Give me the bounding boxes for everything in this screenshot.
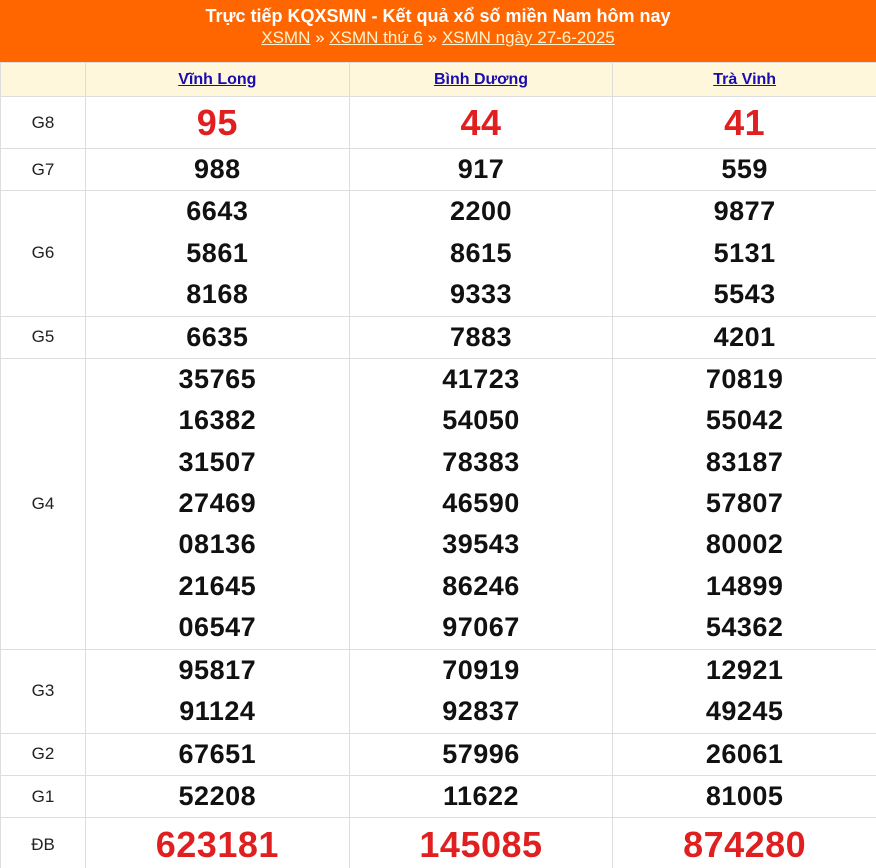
prize-cell — [349, 775, 613, 817]
prize-label: G6 — [1, 191, 86, 316]
prize-cell — [613, 733, 876, 775]
prize-number: 11622 — [442, 780, 520, 811]
breadcrumb-link-xsmn-date[interactable]: XSMN ngày 27-6-2025 — [441, 28, 615, 47]
prize-cell — [613, 97, 876, 149]
prize-number: 2200 — [449, 196, 513, 227]
prize-number: 9877 — [713, 196, 776, 227]
page-title: Trực tiếp KQXSMN - Kết quả xổ số miền Nam hôm nay — [205, 6, 671, 26]
prize-cell — [613, 316, 876, 358]
prize-number: 559 — [721, 154, 768, 184]
prize-cell — [349, 316, 613, 358]
province-header — [86, 63, 350, 97]
prize-row — [1, 97, 876, 149]
prize-number: 95817 — [178, 654, 257, 685]
prize-number: 35765 — [178, 363, 257, 394]
prize-row — [1, 818, 876, 868]
prize-number: 86246 — [442, 570, 520, 601]
prize-number: 54050 — [442, 405, 520, 436]
prize-number: 988 — [194, 154, 241, 184]
prize-cell — [86, 97, 350, 149]
prize-number: 08136 — [178, 529, 257, 560]
prize-number: 95 — [196, 101, 238, 143]
prize-number: 6643 — [186, 196, 249, 227]
breadcrumb-separator: » — [427, 28, 438, 47]
prize-number: 5131 — [713, 237, 776, 268]
prize-number: 57807 — [705, 488, 784, 519]
prize-label: G7 — [1, 149, 86, 191]
prize-row — [1, 733, 876, 775]
province-link-vinh-long[interactable]: Vĩnh Long — [178, 70, 257, 88]
prize-number: 145085 — [419, 824, 543, 866]
breadcrumb-separator: » — [315, 28, 325, 47]
prize-cell — [613, 358, 876, 649]
prize-number: 623181 — [155, 824, 279, 866]
corner-cell — [1, 63, 86, 97]
prize-number: 54362 — [705, 612, 784, 643]
prize-row — [1, 191, 876, 316]
prize-label: G1 — [1, 775, 86, 817]
prize-cell — [349, 97, 613, 149]
prize-number: 91124 — [179, 696, 256, 727]
breadcrumb-link-xsmn[interactable]: XSMN — [261, 28, 311, 47]
prize-number: 8615 — [449, 237, 513, 268]
prize-number: 78383 — [442, 446, 520, 477]
prize-number: 49245 — [705, 696, 784, 727]
prize-number: 26061 — [705, 738, 784, 769]
province-header-row — [1, 63, 876, 97]
prize-number: 5543 — [713, 279, 776, 310]
prize-label: G2 — [1, 733, 86, 775]
prize-number: 7883 — [449, 321, 513, 352]
province-link-tra-vinh[interactable]: Trà Vinh — [713, 70, 777, 88]
prize-body — [1, 97, 876, 868]
prize-cell — [86, 149, 350, 191]
prize-cell — [86, 316, 350, 358]
prize-number: 4201 — [713, 321, 776, 352]
prize-cell — [349, 358, 613, 649]
prize-label: G3 — [1, 649, 86, 733]
prize-number: 67651 — [178, 738, 257, 769]
province-header — [349, 63, 613, 97]
prize-cell — [86, 191, 350, 316]
prize-cell — [613, 775, 876, 817]
prize-cell — [613, 149, 876, 191]
prize-number: 06547 — [178, 612, 257, 643]
prize-number: 70919 — [442, 654, 520, 685]
prize-cell — [349, 649, 613, 733]
prize-cell — [349, 191, 613, 316]
prize-number: 92837 — [442, 696, 520, 727]
page-header — [0, 0, 876, 62]
prize-number: 81005 — [705, 780, 784, 811]
prize-number: 31507 — [178, 446, 257, 477]
prize-number: 16382 — [178, 405, 257, 436]
prize-label: G5 — [1, 316, 86, 358]
prize-number: 57996 — [442, 738, 520, 769]
province-link-binh-duong[interactable]: Bình Dương — [433, 70, 529, 88]
prize-number: 917 — [457, 154, 505, 184]
prize-cell — [86, 649, 350, 733]
prize-number: 52208 — [178, 780, 257, 811]
prize-label: G8 — [1, 97, 86, 149]
prize-number: 83187 — [705, 446, 784, 477]
prize-number: 97067 — [442, 612, 520, 643]
prize-number: 5861 — [186, 237, 249, 268]
prize-number: 6635 — [186, 321, 249, 352]
prize-cell — [349, 733, 613, 775]
prize-number: 46590 — [442, 488, 520, 519]
prize-number: 80002 — [705, 529, 784, 560]
prize-row — [1, 316, 876, 358]
results-table — [0, 62, 876, 868]
prize-cell — [86, 775, 350, 817]
prize-label: ĐB — [1, 818, 86, 868]
prize-row — [1, 358, 876, 649]
prize-cell — [349, 149, 613, 191]
prize-number: 12921 — [705, 654, 784, 685]
breadcrumb-link-xsmn-thu-6[interactable]: XSMN thứ 6 — [329, 28, 423, 47]
prize-number: 874280 — [683, 824, 807, 866]
prize-cell — [86, 818, 350, 868]
prize-number: 27469 — [178, 488, 257, 519]
prize-cell — [86, 358, 350, 649]
province-header — [613, 63, 876, 97]
prize-number: 39543 — [442, 529, 520, 560]
prize-row — [1, 775, 876, 817]
prize-number: 9333 — [449, 279, 513, 310]
prize-number: 41 — [724, 101, 766, 143]
prize-label: G4 — [1, 358, 86, 649]
prize-cell — [613, 649, 876, 733]
prize-number: 21645 — [178, 570, 257, 601]
prize-number: 14899 — [705, 570, 784, 601]
prize-cell — [86, 733, 350, 775]
prize-row — [1, 149, 876, 191]
prize-row — [1, 649, 876, 733]
prize-cell — [613, 818, 876, 868]
prize-cell — [613, 191, 876, 316]
prize-number: 55042 — [705, 405, 784, 436]
breadcrumb — [0, 27, 876, 49]
prize-number: 8168 — [186, 279, 249, 310]
prize-number: 44 — [460, 101, 502, 143]
prize-number: 41723 — [442, 363, 520, 394]
prize-cell — [349, 818, 613, 868]
prize-number: 70819 — [705, 363, 784, 394]
